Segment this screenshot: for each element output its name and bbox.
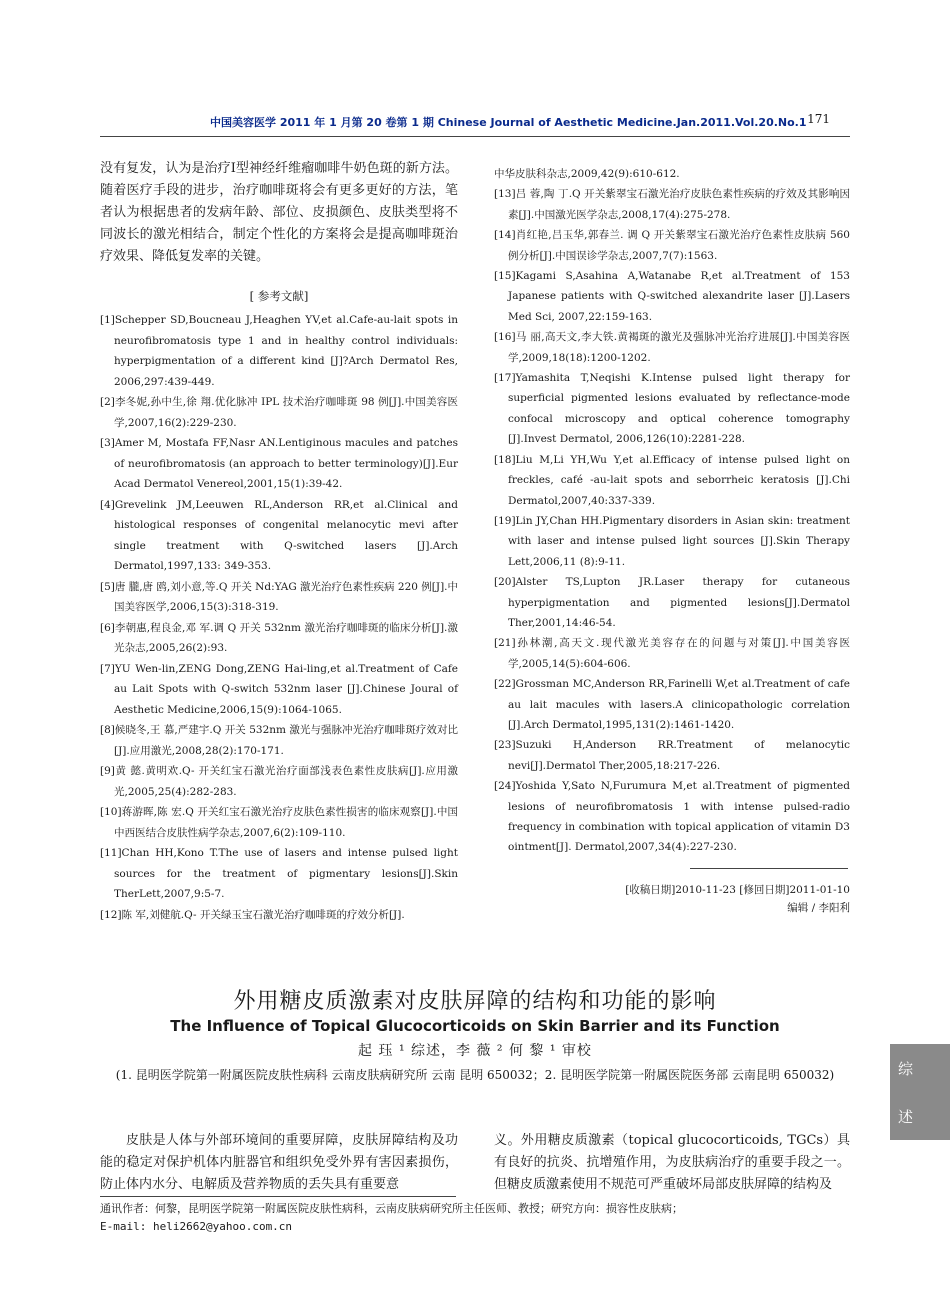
intro-paragraph-right: 义。外用糖皮质激素（topical glucocorticoids, TGCs）具有良好的抗炎、抗增殖作用，为皮肤病治疗的重要手段之一。但糖皮质激素使用不规范可严重破坏局部皮肤屏障的结构及	[494, 1133, 850, 1192]
section-tab-char: 述	[898, 1108, 914, 1126]
reference-item: [18]Liu M,Li YH,Wu Y,et al.Efficacy of intense pulsed light on freckles, café -au-lait spots and seborrheic keratosis [J].Chi Dermatol,2007,40:337-339.	[494, 453, 850, 507]
reference-item: [5]唐 朧,唐 鸥,刘小意,等.Q 开关 Nd:YAG 激光治疗色素性疾病 220 例[J].中国美容医学,2006,15(3):318-319.	[100, 580, 459, 613]
received-revised-dates: [收稿日期]2010-11-23 [修回日期]2011-01-10	[625, 883, 850, 896]
conclusion-paragraph: 没有复发，认为是治疗Ⅰ型神经纤维瘤咖啡牛奶色斑的新方法。随着医疗手段的进步，治疗咖啡斑将会有更多更好的方法，笔者认为根据患者的发病年龄、部位、皮损颜色、皮肤类型将不同波长的激光相结合，制定个性化的方案将会是提高咖啡斑治疗效果、降低复发率的关键。	[100, 161, 458, 264]
reference-item: [9]黄 懿.黄明欢.Q- 开关红宝石激光治疗面部浅表色素性皮肤病[J].应用激光,2005,25(4):282-283.	[100, 765, 458, 798]
reference-item: [4]Grevelink JM,Leeuwen RL,Anderson RR,et al.Clinical and histological responses of congenital melanocytic mevi after single treatment with Q-switched lasers [J].Arch Dermatol,1997,133: 349-353.	[100, 498, 458, 572]
footnote-email: E-mail: heli2662@yahoo.com.cn	[100, 1220, 293, 1233]
intro-right-column	[494, 1130, 850, 1196]
editor-credit: 编辑 / 李阳利	[787, 901, 850, 914]
article-title-english: The Influence of Topical Glucocorticoids on Skin Barrier and its Function	[170, 1017, 780, 1035]
author-affiliation: (1. 昆明医学院第一附属医院皮肤性病科 云南皮肤病研究所 云南 昆明 650032；2. 昆明医学院第一附属医院医务部 云南昆明 650032)	[115, 1068, 835, 1082]
reference-item: [8]候晓冬,王 慕,严建宇.Q 开关 532nm 激光与强脉冲光治疗咖啡斑疗效对比[J].应用激光,2008,28(2):170-171.	[100, 724, 458, 757]
page-number: 171	[807, 112, 830, 126]
article-title: 外用糖皮质激素对皮肤屏障的结构和功能的影响	[233, 989, 717, 1014]
reference-item: [19]Lin JY,Chan HH.Pigmentary disorders in Asian skin: treatment with laser and intense pulsed light sources [J].Skin Therapy Lett,2006,11 (8):9-11.	[494, 514, 850, 568]
reference-item: [7]YU Wen-lin,ZENG Dong,ZENG Hai-ling,et al.Treatment of Cafe au Lait Spots with Q-switch 532nm laser [J].Chinese Joural of Aesthetic Medicine,2006,15(9):1064-1065.	[100, 662, 458, 716]
reference-item: [1]Schepper SD,Boucneau J,Heaghen YV,et al.Cafe-au-lait spots in neurofibromatosis type 1 and in healthy control individuals: hyperpigmentation of a different kind [J]?Arch Dermatol Res, 2006,297:439-449.	[100, 314, 458, 388]
reference-item: [20]Alster TS,Lupton JR.Laser therapy for cutaneous hyperpigmentation and pigmented lesions[J].Dermatol Ther,2001,14:46-54.	[494, 576, 850, 629]
right-column	[494, 164, 850, 917]
reference-list-right	[494, 164, 850, 858]
reference-item: [23]Suzuki H,Anderson RR.Treatment of melanocytic nevi[J].Dermatol Ther,2005,18:217-226.	[494, 739, 850, 772]
intro-paragraph-left: 皮肤是人体与外部环境间的重要屏障，皮肤屏障结构及功能的稳定对保护机体内脏器官和组织免受外界有害因素损伤，防止体内水分、电解质及营养物质的丢失具有重要意	[100, 1133, 458, 1192]
reference-item: [16]马 丽,高天文,李大铁.黄褐斑的激光及强脉冲光治疗进展[J].中国美容医学,2009,18(18):1200-1202.	[494, 331, 850, 364]
footnote-text: 通讯作者：何黎，昆明医学院第一附属医院皮肤性病科，云南皮肤病研究所主任医师、教授；研究方向：损容性皮肤病；	[100, 1202, 683, 1215]
section-tab-review	[890, 1044, 950, 1140]
running-header	[100, 114, 850, 137]
reference-item: [12]陈 军,刘健航.Q- 开关绿玉宝石激光治疗咖啡斑的疗效分析[J].	[100, 908, 405, 921]
dates-divider	[690, 868, 848, 869]
footnote-divider	[100, 1196, 456, 1197]
reference-item: [6]李朝惠,程良金,邓 军.调 Q 开关 532nm 激光治疗咖啡斑的临床分析[J].激光杂志,2005,26(2):93.	[100, 621, 458, 654]
journal-citation: 中国美容医学 2011 年 1 月第 20 卷第 1 期 Chinese Journal of Aesthetic Medicine.Jan.2011.Vol.20.No.1	[210, 116, 807, 129]
reference-item: [10]蒋游晖,陈 宏.Q 开关红宝石激光治疗皮肤色素性损害的临床观察[J].中国中西医结合皮肤性病学杂志,2007,6(2):109-110.	[100, 806, 458, 839]
left-column	[100, 158, 458, 925]
references-heading: [ 参考文献]	[249, 289, 309, 303]
reference-item: [21]孙林潮,高天文.现代激光美容存在的问题与对策[J].中国美容医学,2005,14(5):604-606.	[494, 637, 850, 670]
reference-item: [24]Yoshida Y,Sato N,Furumura M,et al.Treatment of pigmented lesions of neurofibromatosis 1 with intense pulsed-radio frequency in combination with topical application of vitamin D3 ointment[J]. Dermatol,2007,34(4):227-230.	[494, 780, 850, 854]
author-line: 起 珏 ¹ 综述，李 薇 ² 何 黎 ¹ 审校	[358, 1043, 592, 1059]
reference-item: [15]Kagami S,Asahina A,Watanabe R,et al.Treatment of 153 Japanese patients with Q-switched alexandrite laser [J].Lasers Med Sci, 2007,22:159-163.	[494, 270, 850, 323]
reference-item: [3]Amer M, Mostafa FF,Nasr AN.Lentiginous macules and patches of neurofibromatosis (an approach to better terminology)[J].Eur Acad Dermatol Venereol,2001,15(1):39-42.	[100, 437, 458, 490]
intro-left-column	[100, 1130, 458, 1196]
reference-item: [14]肖红艳,吕玉华,郭春兰. 调 Q 开关紫翠宝石激光治疗色素性皮肤病 560 例分析[J].中国误诊学杂志,2007,7(7):1563.	[494, 229, 850, 262]
section-tab-char: 综	[898, 1060, 914, 1078]
reference-item: [11]Chan HH,Kono T.The use of lasers and intense pulsed light sources for the treatment of pigmentary lesions[J].Skin TherLett,2007,9:5-7.	[100, 847, 458, 900]
corresponding-author-footnote	[100, 1200, 860, 1236]
reference-item: [17]Yamashita T,Neqishi K.Intense pulsed light therapy for superficial pigmented lesions evaluated by reflectance-mode confocal microscopy and optical coherence tomography [J].Invest Dermatol, 2006,126(10):2281-228.	[494, 372, 850, 446]
reference-item: [13]吕 蓉,陶 丁.Q 开关紫翠宝石激光治疗皮肤色素性疾病的疗效及其影响因素[J].中国激光医学杂志,2008,17(4):275-278.	[494, 188, 850, 221]
reference-list-left	[100, 310, 458, 925]
reference-item: [22]Grossman MC,Anderson RR,Farinelli W,et al.Treatment of cafe au lait macules with lasers.A clinicopathologic correlation [J].Arch Dermatol,1995,131(2):1461-1420.	[494, 678, 850, 731]
reference-item: [2]李冬妮,孙中生,徐 翔.优化脉冲 IPL 技术治疗咖啡斑 98 例[J].中国美容医学,2007,16(2):229-230.	[100, 396, 458, 429]
reference-item: 中华皮肤科杂志,2009,42(9):610-612.	[494, 168, 680, 180]
